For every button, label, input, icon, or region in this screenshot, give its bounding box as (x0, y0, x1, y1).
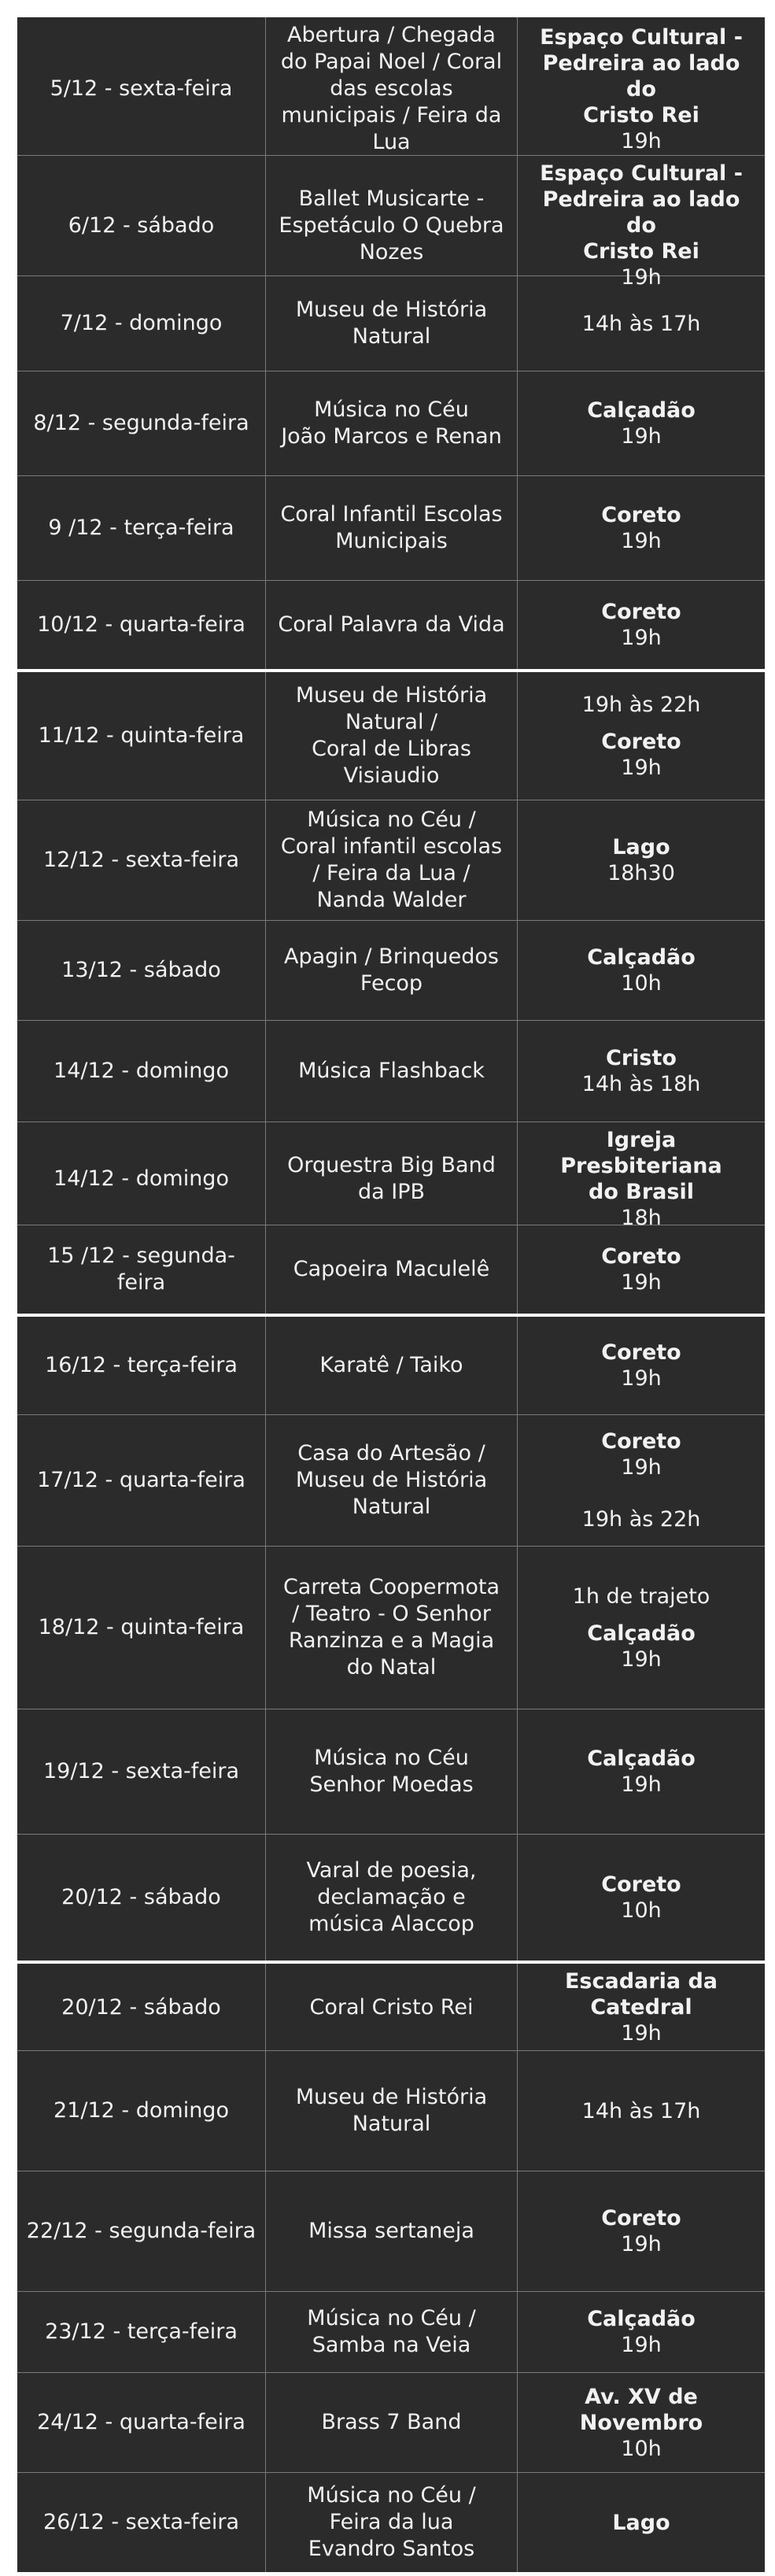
event-cell: Missa sertaneja (265, 2171, 517, 2291)
event-cell: Música Flashback (265, 1021, 517, 1122)
location-time-cell (517, 800, 765, 920)
date-cell: 21/12 - domingo (54, 2098, 229, 2123)
table-row (17, 920, 765, 1020)
time-text: 19h (621, 2333, 662, 2357)
event-cell: Coral Palavra da Vida (265, 581, 517, 669)
location-text: Calçadão (587, 2307, 696, 2331)
date-cell: 8/12 - segunda-feira (33, 411, 249, 435)
location-time-cell (517, 2292, 765, 2372)
date-cell: 22/12 - segunda-feira (26, 2219, 256, 2243)
event-cell: Casa do Artesão / Museu de História Natural (265, 1415, 517, 1546)
time-text: 18h (621, 1206, 662, 1230)
event-cell: Orquestra Big Band da IPB (265, 1122, 517, 1236)
date-cell: 20/12 - sábado (61, 1885, 221, 1909)
schedule-block (17, 1317, 765, 1961)
event-cell: Varal de poesia, declamação e música Alaccop (265, 1835, 517, 1961)
event-cell: Música no Céu / Feira da lua Evandro Santos (265, 2473, 517, 2572)
location-text: Coreto (601, 729, 681, 754)
location-text: Calçadão (587, 398, 696, 423)
time-text: 10h (621, 1898, 662, 1923)
time-text: 19h (621, 2021, 662, 2046)
location-text: Coreto (601, 1244, 681, 1269)
time-text: 19h (621, 2232, 662, 2256)
date-cell: 19/12 - sexta-feira (42, 1759, 240, 1783)
location-time-cell (517, 1547, 765, 1709)
extra-time-text: 1h de trajeto (572, 1584, 710, 1609)
event-cell: Capoeira Maculelê (265, 1225, 517, 1314)
location-time-cell (517, 672, 765, 800)
location-text: Lago (612, 835, 670, 859)
date-cell: 20/12 - sábado (61, 1994, 221, 2020)
table-row (17, 155, 765, 290)
table-row (17, 475, 765, 580)
date-cell: 14/12 - domingo (54, 1059, 229, 1083)
date-cell: 15 /12 - segunda- feira (47, 1244, 235, 1295)
time-text: 19h (621, 128, 662, 153)
location-time-cell (517, 476, 765, 580)
date-cell: 14/12 - domingo (54, 1166, 229, 1191)
location-text: Calçadão (587, 945, 696, 970)
event-cell: Brass 7 Band (265, 2373, 517, 2472)
date-cell: 13/12 - sábado (61, 958, 221, 982)
table-row (17, 17, 765, 155)
table-row (17, 672, 765, 800)
location-text: Escadaria da Catedral (564, 1969, 718, 2020)
event-cell: Música no Céu Senhor Moedas (265, 1709, 517, 1834)
table-row (17, 2472, 765, 2572)
table-row (17, 275, 765, 371)
location-time-cell (517, 1835, 765, 1961)
event-cell: Carreta Coopermota / Teatro - O Senhor Ranzinza e a Magia do Natal (265, 1547, 517, 1709)
table-row (17, 2372, 765, 2472)
time-text: 19h (621, 424, 662, 449)
location-time-cell (517, 1122, 765, 1236)
location-text: Calçadão (587, 1746, 696, 1771)
location-text: Cristo (606, 1046, 677, 1070)
time-text: 10h (621, 971, 662, 996)
date-cell: 16/12 - terça-feira (45, 1353, 238, 1377)
extra-time-text: 19h às 22h (581, 692, 701, 717)
date-cell: 5/12 - sexta-feira (50, 76, 233, 101)
table-row (17, 371, 765, 475)
event-cell: Coral Cristo Rei (265, 1964, 517, 2051)
date-cell: 12/12 - sexta-feira (42, 848, 240, 872)
location-text: Coreto (601, 600, 681, 624)
location-time-cell (517, 156, 765, 295)
location-time-cell (517, 2051, 765, 2171)
time-text: 14h às 17h (581, 2098, 701, 2123)
location-text: Coreto (601, 2206, 681, 2230)
time-text: 19h (621, 529, 662, 553)
location-text: Espaço Cultural - Pedreira ao lado do Cristo Rei (540, 161, 743, 264)
table-row (17, 580, 765, 669)
location-text: Lago (612, 2510, 670, 2535)
event-cell: Música no Céu / Samba na Veia (265, 2292, 517, 2372)
table-row (17, 1834, 765, 1961)
location-time-cell (517, 921, 765, 1020)
location-time-cell (517, 581, 765, 669)
time-text: 19h (621, 626, 662, 650)
event-cell: Museu de História Natural / Coral de Libras Visiaudio (265, 672, 517, 800)
time-text: 14h às 17h (581, 311, 701, 336)
location-time-cell (517, 1415, 765, 1546)
date-cell: 24/12 - quarta-feira (37, 2410, 245, 2434)
location-text: Espaço Cultural - Pedreira ao lado do Cristo Rei (540, 24, 743, 128)
time-text: 19h (621, 1366, 662, 1391)
event-cell: Música no Céu / Coral infantil escolas / Feira da Lua / Nanda Walder (265, 800, 517, 920)
event-cell: Coral Infantil Escolas Municipais (265, 476, 517, 580)
table-row (17, 1709, 765, 1834)
location-text: Coreto (601, 1429, 681, 1454)
location-time-cell (517, 1317, 765, 1414)
location-text: Coreto (601, 1340, 681, 1365)
table-row (17, 800, 765, 920)
date-cell: 6/12 - sábado (68, 213, 215, 238)
table-row (17, 1317, 765, 1414)
event-cell: Abertura / Chegada do Papai Noel / Coral das escolas municipais / Feira da Lua (265, 17, 517, 161)
location-time-cell (517, 17, 765, 161)
date-cell: 17/12 - quarta-feira (37, 1468, 245, 1492)
table-row (17, 1964, 765, 2050)
location-time-cell (517, 1225, 765, 1314)
table-row (17, 2050, 765, 2171)
location-time-cell (517, 2473, 765, 2572)
date-cell: 10/12 - quarta-feira (37, 612, 245, 637)
location-text: Av. XV de Novembro (579, 2384, 703, 2435)
date-cell: 9 /12 - terça-feira (48, 516, 234, 540)
event-cell: Museu de História Natural (265, 2051, 517, 2171)
location-time-cell (517, 371, 765, 475)
time-text: 19h (621, 755, 662, 780)
time-text: 14h às 18h (581, 1072, 701, 1096)
table-row (17, 1546, 765, 1709)
location-time-cell (517, 2171, 765, 2291)
table-row (17, 1020, 765, 1122)
time-text: 19h (621, 1772, 662, 1797)
date-cell: 18/12 - quinta-feira (38, 1615, 245, 1639)
date-cell: 11/12 - quinta-feira (38, 723, 245, 748)
event-cell: Karatê / Taiko (265, 1317, 517, 1414)
location-time-cell (517, 2373, 765, 2472)
location-text: Coreto (601, 503, 681, 527)
table-row (17, 1225, 765, 1314)
schedule-sheet (17, 17, 765, 2572)
table-row (17, 1414, 765, 1546)
time-text: 19h 19h às 22h (581, 1455, 701, 1532)
location-time-cell (517, 276, 765, 371)
schedule-block (17, 17, 765, 669)
location-text: Coreto (601, 1872, 681, 1897)
location-time-cell (517, 1964, 765, 2051)
event-cell: Ballet Musicarte - Espetáculo O Quebra Nozes (265, 156, 517, 295)
event-cell: Museu de História Natural (265, 276, 517, 371)
location-text: Igreja Presbiteriana do Brasil (560, 1128, 722, 1204)
time-text: 19h (621, 265, 662, 290)
table-row (17, 2171, 765, 2291)
event-cell: Música no Céu João Marcos e Renan (265, 371, 517, 475)
table-row (17, 1122, 765, 1230)
date-cell: 7/12 - domingo (60, 311, 223, 335)
table-row (17, 2291, 765, 2372)
time-text: 18h30 (607, 861, 675, 885)
time-text: 10h (621, 2436, 662, 2461)
time-text: 19h (621, 1270, 662, 1295)
time-text: 19h (621, 1646, 662, 1672)
location-time-cell (517, 1021, 765, 1122)
schedule-block (17, 1964, 765, 2572)
location-text: Calçadão (587, 1621, 696, 1646)
event-cell: Apagin / Brinquedos Fecop (265, 921, 517, 1020)
date-cell: 26/12 - sexta-feira (42, 2510, 240, 2534)
date-cell: 23/12 - terça-feira (45, 2319, 238, 2344)
schedule-block (17, 672, 765, 1314)
location-time-cell (517, 1709, 765, 1834)
